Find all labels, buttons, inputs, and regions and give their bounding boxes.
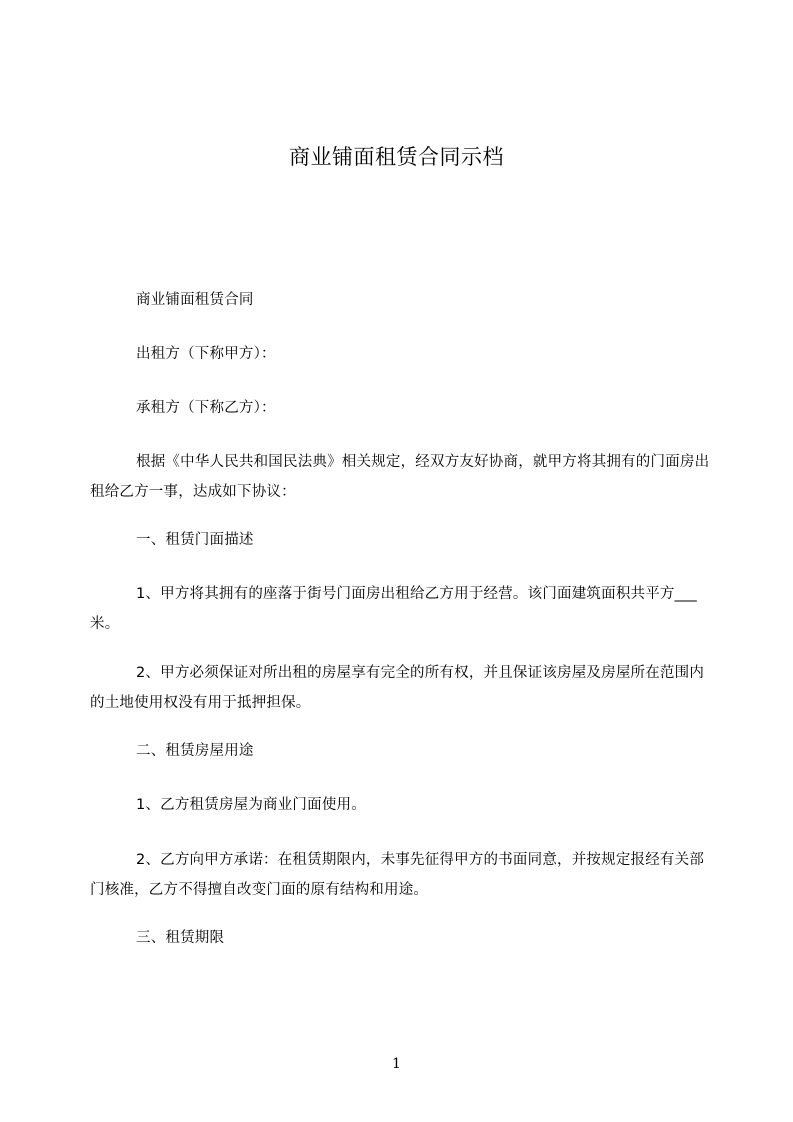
clause-2-1: 1、乙方租赁房屋为商业门面使用。 bbox=[136, 797, 366, 813]
lessee-line: 承租方（下称乙方）： bbox=[136, 400, 276, 416]
document-title: 商业铺面租赁合同示档 bbox=[289, 145, 504, 169]
section-heading-1: 一、租赁门面描述 bbox=[136, 532, 254, 548]
page-number: 1 bbox=[392, 1056, 401, 1072]
clause-2-2: 2、乙方向甲方承诺：在租赁期限内，未事先征得甲方的书面同意，并按规定报经有关部门核准，乙方不得擅自改变门面的原有结构和用途。 bbox=[90, 852, 705, 898]
clause-1-1: 1、甲方将其拥有的座落于街号门面房出租给乙方用于经营。该门面建筑面积共平方___米。 bbox=[90, 586, 697, 632]
lessor-line: 出租方（下称甲方）： bbox=[136, 346, 276, 362]
preamble-paragraph: 根据《中华人民共和国民法典》相关规定，经双方友好协商，就甲方将其拥有的门面房出租给乙方一事，达成如下协议： bbox=[90, 454, 710, 500]
section-heading-2: 二、租赁房屋用途 bbox=[136, 743, 254, 759]
section-heading-3: 三、租赁期限 bbox=[136, 930, 225, 946]
contract-heading: 商业铺面租赁合同 bbox=[136, 292, 254, 308]
clause-1-2: 2、甲方必须保证对所出租的房屋享有完全的所有权，并且保证该房屋及房屋所在范围内的土地使用权没有用于抵押担保。 bbox=[90, 665, 705, 711]
